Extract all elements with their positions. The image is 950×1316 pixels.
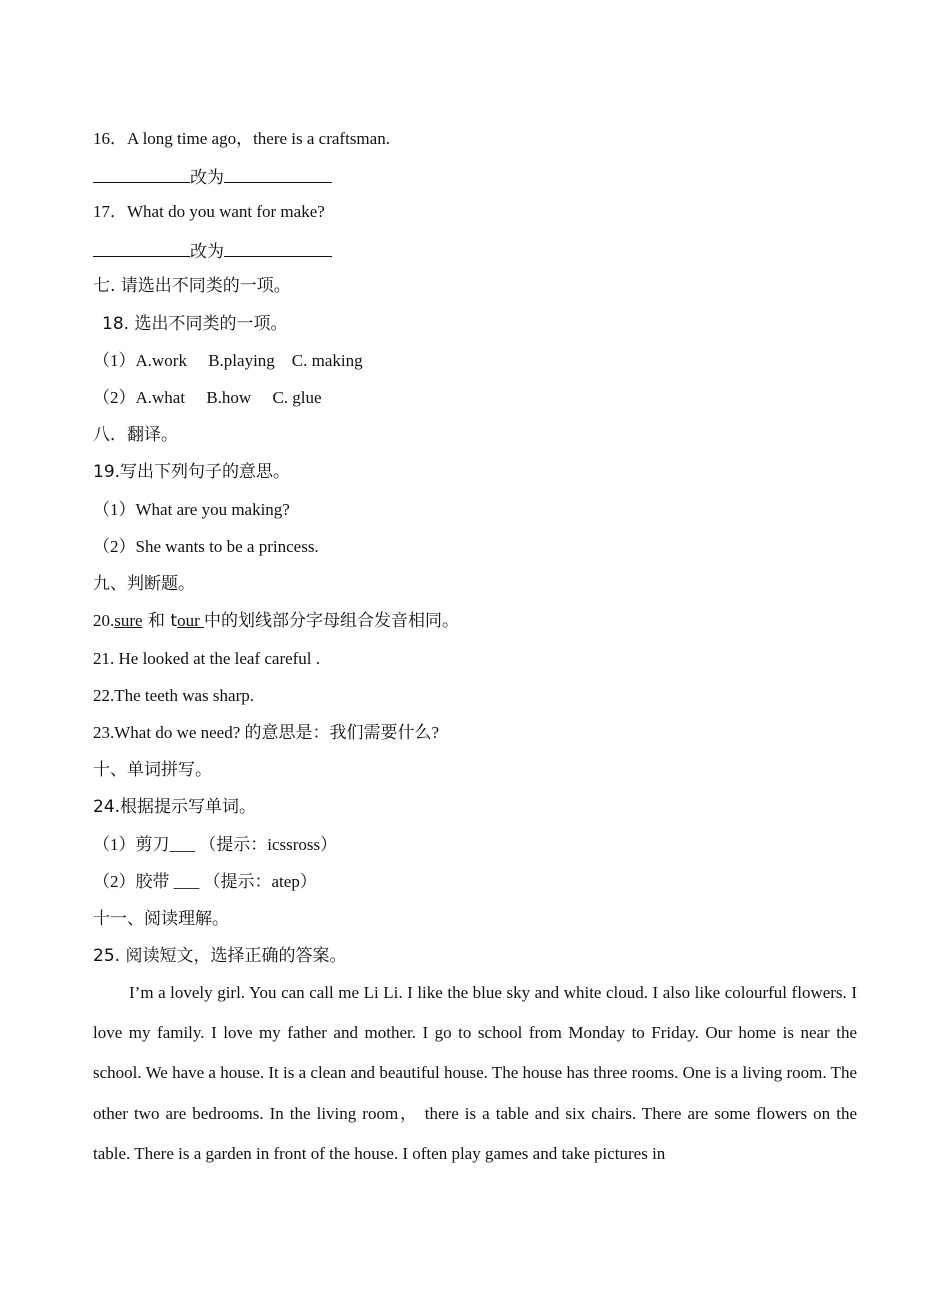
reading-passage: I’m a lovely girl. You can call me Li Li. I like the blue sky and white cloud. I also like colourful flowers. I love my family. I love my father and mother. I go to school from Monday to Friday. Our home is near the school. We have a house. It is a clean and beautiful house. The house has three rooms. One is a living room. The other two are bedrooms. In the living room， there is a table and six chairs. There are some flowers on the table. There is a garden in front of the house. I often play games and take pictures in xyxy=(93,983,857,1163)
question-18-option-2: （2）A.what B.how C. glue xyxy=(93,388,322,407)
question-21: 21. He looked at the leaf careful . xyxy=(93,649,321,668)
underlined-word-our: our xyxy=(177,611,204,630)
blank-corrected[interactable] xyxy=(224,164,332,183)
question-24: 24.根据提示写单词。 xyxy=(93,797,257,817)
blank-corrected[interactable] xyxy=(224,238,332,257)
blank-original[interactable] xyxy=(93,238,190,257)
question-24-word-2: （2）胶带 ___ （提示：atep） xyxy=(93,872,317,891)
question-20-statement: 中的划线部分字母组合发音相同。 xyxy=(203,611,459,631)
section-11-title: 十一、阅读理解。 xyxy=(93,909,229,929)
question-17: 17．What do you want for make? xyxy=(93,202,325,221)
question-19-sentence-1: （1）What are you making? xyxy=(93,500,290,519)
section-8-title: 八．翻译。 xyxy=(93,425,178,445)
section-10-title: 十、单词拼写。 xyxy=(93,760,212,780)
section-7-title: 七. 请选出不同类的一项。 xyxy=(93,276,291,296)
question-18-option-1: （1）A.work B.playing C. making xyxy=(93,351,363,370)
answer-line-17 xyxy=(93,238,332,263)
question-20-number: 20. xyxy=(93,611,115,630)
question-19-sentence-2: （2）She wants to be a princess. xyxy=(93,537,319,556)
underlined-word-sure: sure xyxy=(114,611,143,630)
question-18: 18. 选出不同类的一项。 xyxy=(102,314,288,334)
question-24-word-1: （1）剪刀___ （提示：icssross） xyxy=(93,835,338,854)
change-label: 改为 xyxy=(190,242,224,262)
question-20-and: 和 t xyxy=(142,611,178,631)
answer-line-16 xyxy=(93,164,332,189)
change-label: 改为 xyxy=(190,168,224,188)
question-22: 22.The teeth was sharp. xyxy=(93,686,254,705)
question-16: 16．A long time ago，there is a craftsman. xyxy=(93,129,390,148)
question-19: 19.写出下列句子的意思。 xyxy=(93,462,291,482)
question-20 xyxy=(93,610,459,632)
question-25: 25. 阅读短文，选择正确的答案。 xyxy=(93,946,347,966)
question-23: 23.What do we need? 的意思是：我们需要什么? xyxy=(93,723,440,742)
blank-original[interactable] xyxy=(93,164,190,183)
section-9-title: 九、判断题。 xyxy=(93,574,195,594)
